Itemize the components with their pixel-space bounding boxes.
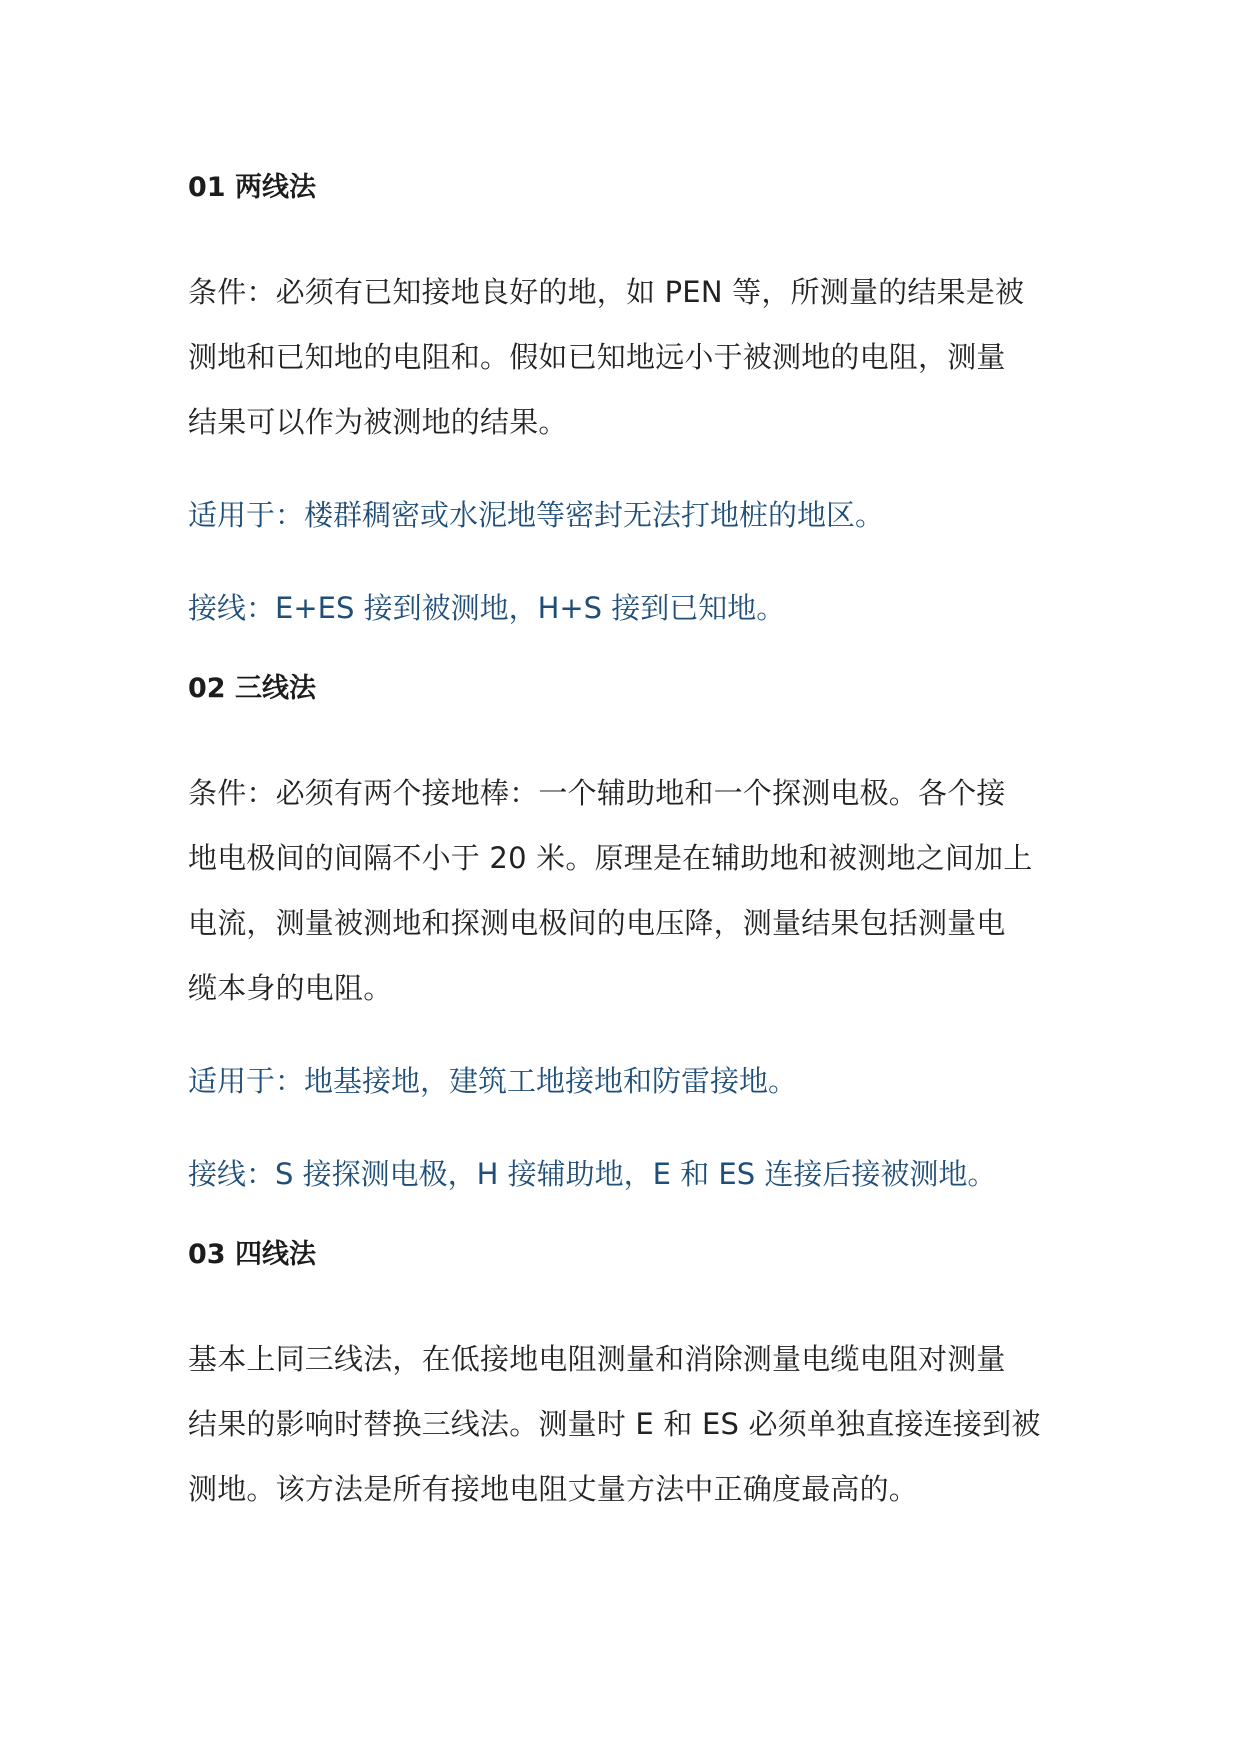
section-three-wire <box>188 669 1068 1207</box>
paragraph-line: 条件：必须有已知接地良好的地，如 PEN 等，所测量的结果是被 <box>188 275 1025 309</box>
section-two-wire <box>188 168 1068 641</box>
condition-paragraph <box>188 260 1068 455</box>
wiring-note: 接线：E+ES 接到被测地，H+S 接到已知地。 <box>188 591 786 625</box>
section-heading: 03 四线法 <box>188 1239 316 1270</box>
paragraph-line: 条件：必须有两个接地棒：一个辅助地和一个探测电极。各个接 <box>188 776 1006 810</box>
condition-paragraph <box>188 761 1068 1021</box>
paragraph-line: 结果的影响时替换三线法。测量时 E 和 ES 必须单独直接连接到被 <box>188 1407 1041 1441</box>
paragraph-line: 地电极间的间隔不小于 20 米。原理是在辅助地和被测地之间加上 <box>188 841 1033 875</box>
applicable-note: 适用于：楼群稠密或水泥地等密封无法打地桩的地区。 <box>188 498 885 532</box>
paragraph-line: 电流，测量被测地和探测电极间的电压降，测量结果包括测量电 <box>188 906 1006 940</box>
section-four-wire <box>188 1235 1068 1522</box>
description-paragraph <box>188 1327 1068 1522</box>
paragraph-line: 测地和已知地的电阻和。假如已知地远小于被测地的电阻，测量 <box>188 340 1006 374</box>
paragraph-line: 结果可以作为被测地的结果。 <box>188 405 568 439</box>
document-page <box>188 168 1068 1550</box>
wiring-note: 接线：S 接探测电极，H 接辅助地，E 和 ES 连接后接被测地。 <box>188 1157 997 1191</box>
paragraph-line: 缆本身的电阻。 <box>188 971 393 1005</box>
paragraph-line: 基本上同三线法，在低接地电阻测量和消除测量电缆电阻对测量 <box>188 1342 1006 1376</box>
applicable-note: 适用于：地基接地，建筑工地接地和防雷接地。 <box>188 1064 798 1098</box>
paragraph-line: 测地。该方法是所有接地电阻丈量方法中正确度最高的。 <box>188 1472 919 1506</box>
section-heading: 02 三线法 <box>188 673 316 704</box>
section-heading: 01 两线法 <box>188 172 316 203</box>
